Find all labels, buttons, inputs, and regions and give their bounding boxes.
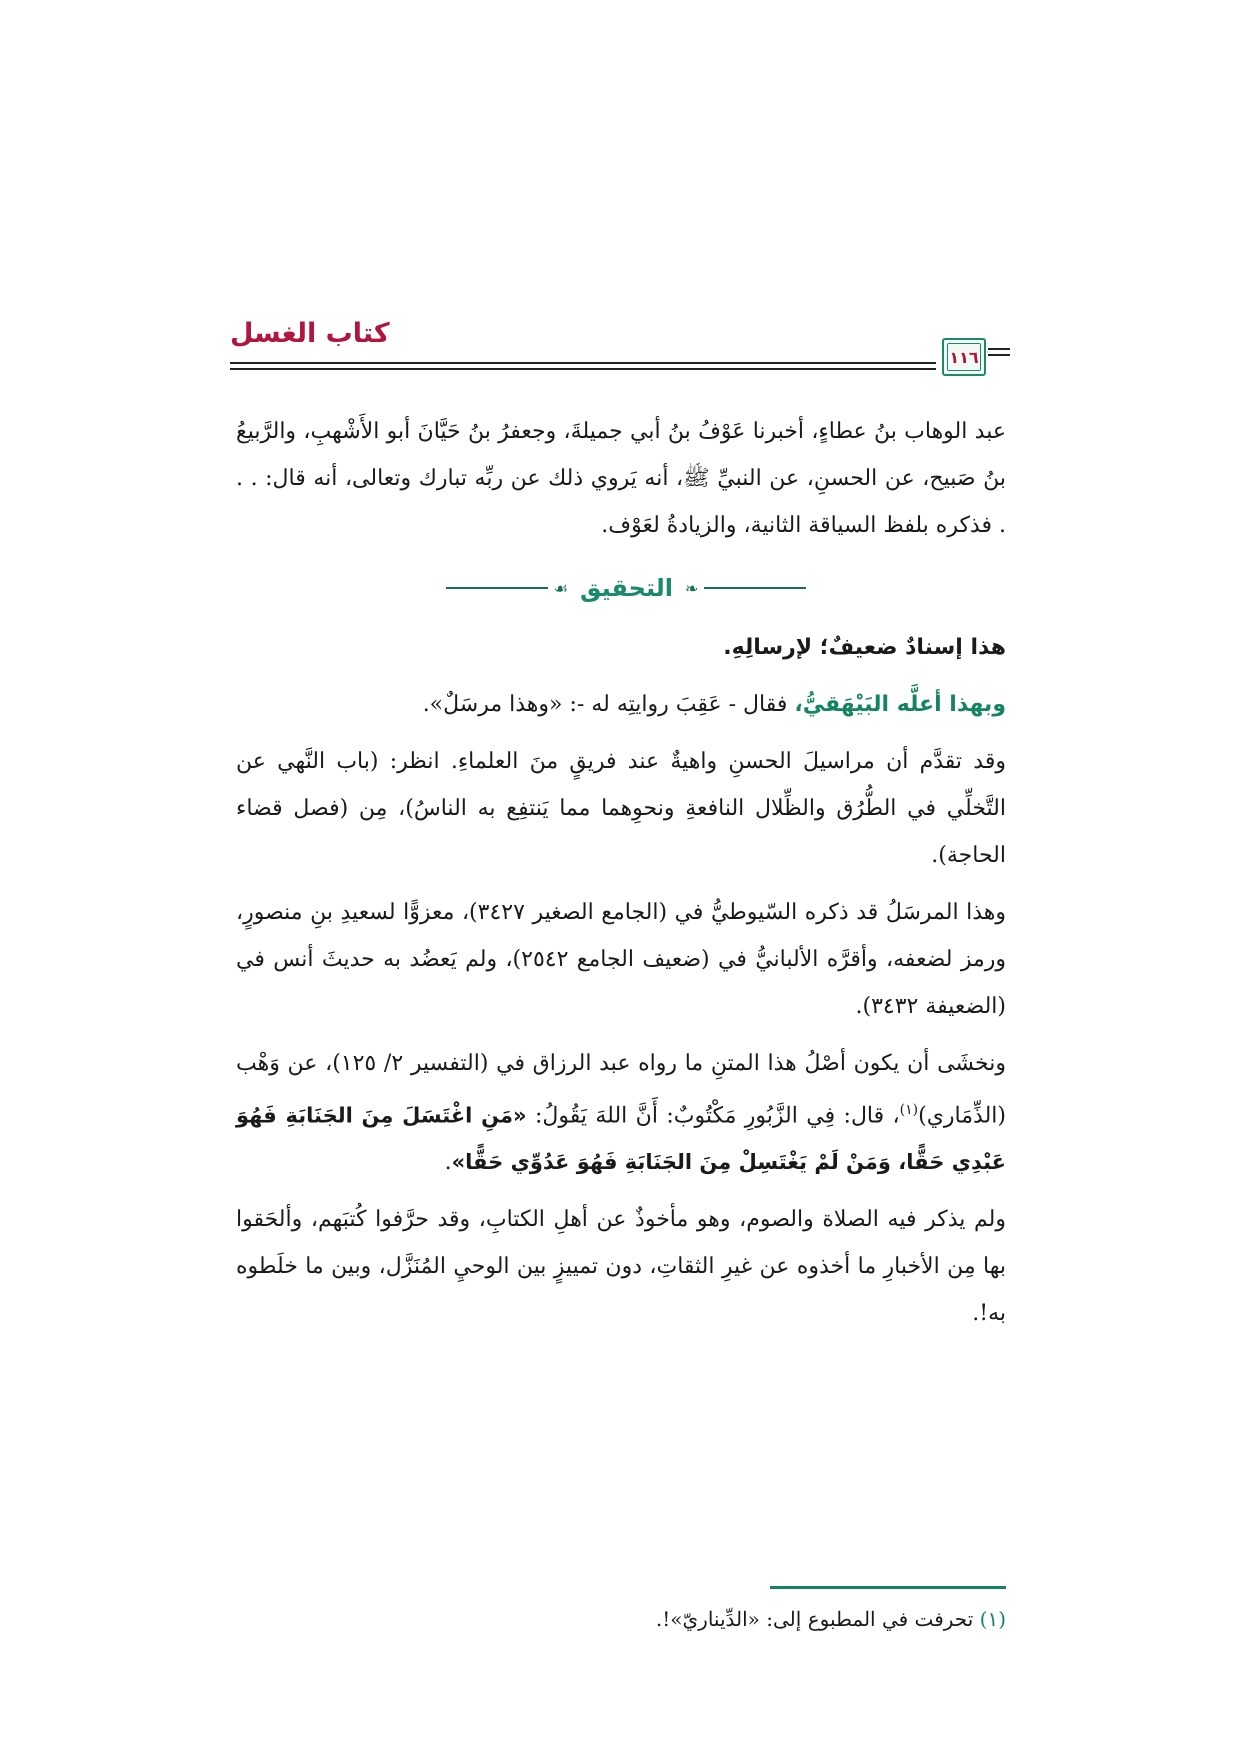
chapter-title: كتاب الغسل: [230, 318, 390, 349]
paragraph-marasil: وقد تقدَّم أن مراسيلَ الحسنِ واهيةٌ عند فريقٍ منَ العلماءِ. انظر: (باب النَّهي عن التَّخلِّي في الطُّرُق والظِّلال النافعةِ ونحوِهما مما يَنتفِع به الناسُ)، مِن (فصل قضاء الحاجة).: [236, 749, 1006, 868]
divider-line: [704, 587, 806, 589]
paragraph-bayhaqi: [236, 681, 1006, 728]
zabur-text: ونخشَى أن يكون أصْلُ هذا المتنِ ما رواه عبد الرزاق في (التفسير ٢/ ١٢٥)، عن وَهْب (الذِّمَاري): [236, 1051, 1006, 1129]
zabur-quote: «مَنِ اغْتَسَلَ مِنَ الجَنَابَةِ فَهُوَ عَبْدِي حَقًّا، وَمَنْ لَمْ يَغْتَسِلْ مِنَ الجَنَابَةِ فَهُوَ عَدُوِّي حَقًّا»: [236, 1103, 1006, 1175]
zabur-end: .: [444, 1150, 452, 1176]
footnote-separator: [770, 1586, 1006, 1589]
paragraph-isnad: عبد الوهاب بنُ عطاءٍ، أخبرنا عَوْفُ بنُ أبي جميلةَ، وجعفرُ بنُ حَيَّانَ أبو الأَشْهبِ، والرَّبيعُ بنُ صَبيح، عن الحسنِ، عن النبيِّ ﷺ، أنه يَروي ذلك عن ربِّه تبارك وتعالى، أنه قال: . . . فذكره بلفظ السياقة الثانية، والزيادةُ لعَوْف.: [236, 419, 1006, 538]
page-number: ١١٦: [949, 347, 979, 367]
zabur-text-2: ، قال: فِي الزَّبُورِ مَكْتُوبٌ: أَنَّ اللهَ يَقُولُ:: [526, 1103, 900, 1129]
footnote-text: تحرفت في المطبوع إلى: «الدِّيناريّ»!.: [655, 1607, 980, 1631]
header-rule: [230, 368, 936, 370]
page-header: [230, 318, 1010, 388]
ornament-icon: ❧: [684, 578, 699, 598]
page-number-badge: [942, 338, 986, 376]
section-divider: [446, 570, 806, 606]
paragraph-conclusion: ولم يذكر فيه الصلاة والصوم، وهو مأخوذٌ عن أهلِ الكتابِ، وقد حرَّفوا كُتبَهم، وألحَقوا بها مِن الأخبارِ ما أخذوه عن غيرِ الثقاتِ، دون تمييزٍ بين الوحيِ المُنَزَّل، وبين ما خلَطوه به!.: [236, 1207, 1006, 1327]
ornament-icon: ☙: [553, 578, 568, 598]
footnote-number: (١): [979, 1607, 1006, 1631]
main-text-continued: [236, 624, 1006, 1347]
divider-line: [446, 587, 548, 589]
paragraph-zabur: [236, 1040, 1006, 1186]
bayhaqi-lead: وبهذا أعلَّه البَيْهَقيُّ،: [794, 692, 1006, 717]
section-title: التحقيق: [579, 574, 673, 602]
main-text: [236, 408, 1006, 559]
header-rule: [230, 362, 936, 364]
footnote: [236, 1602, 1006, 1636]
paragraph-suyuti: وهذا المرسَلُ قد ذكره السّيوطيُّ في (الجامع الصغير ٣٤٢٧)، معزوًّا لسعيدِ بنِ منصورٍ، ورمز لضعفه، وأقرَّه الألبانيُّ في (ضعيف الجامع ٢٥٤٢)، ولم يَعضُد به حديثَ أنس في (الضعيفة ٣٤٣٢).: [236, 900, 1006, 1019]
header-rule-short: [988, 348, 1010, 350]
footnote-reference[interactable]: (١): [899, 1102, 919, 1118]
paragraph-verdict: هذا إسنادٌ ضعيفٌ؛ لإرسالِهِ.: [723, 635, 1006, 660]
header-rule-short: [988, 354, 1010, 356]
bayhaqi-rest: فقال - عَقِبَ روايتِه له -: «وهذا مرسَلٌ».: [422, 692, 795, 717]
